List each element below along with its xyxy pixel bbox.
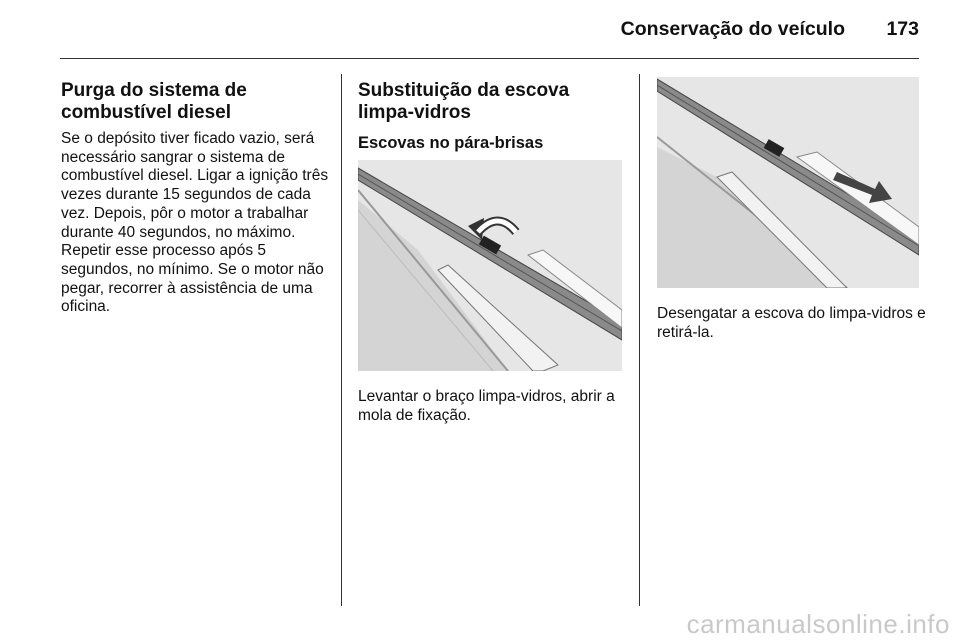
- illustration-remove-wiper-blade: [657, 77, 919, 288]
- watermark: carmanualsonline.info: [686, 609, 950, 639]
- column-2: [358, 80, 628, 153]
- header-title: Conservação do veículo: [620, 18, 845, 40]
- page-header: [60, 0, 919, 59]
- caption-lift-arm-text: Levantar o braço limpa-vidros, abrir a mola de fixação.: [358, 388, 615, 424]
- page-number: 173: [886, 18, 919, 40]
- column-1: [61, 80, 331, 317]
- illustration-lift-wiper-arm: [358, 160, 622, 371]
- caption-remove-blade: [657, 305, 927, 342]
- subheading-windshield-wipers: Escovas no pára-brisas: [358, 134, 544, 152]
- caption-lift-arm: [358, 388, 628, 425]
- column-divider-1: [341, 74, 342, 606]
- section-heading-wiper-replacement: Substituição da escova limpa-vidros: [358, 80, 570, 123]
- caption-remove-blade-text: Desengatar a escova do limpa-vidros e retirá-la.: [657, 305, 926, 341]
- column-divider-2: [639, 74, 640, 606]
- diesel-purge-body: Se o depósito tiver ficado vazio, será necessário sangrar o sistema de combustível diesel. Ligar a ignição três vezes durante 15 segundos de cada vez. Depois, pôr o motor a trabalhar durante 40 segundos, no máximo. Repetir esse processo após 5 segundos, no mínimo. Se o motor não pegar, recorrer à assistência de uma oficina.: [61, 130, 329, 316]
- section-heading-diesel-purge: Purga do sistema de combustível diesel: [61, 80, 247, 123]
